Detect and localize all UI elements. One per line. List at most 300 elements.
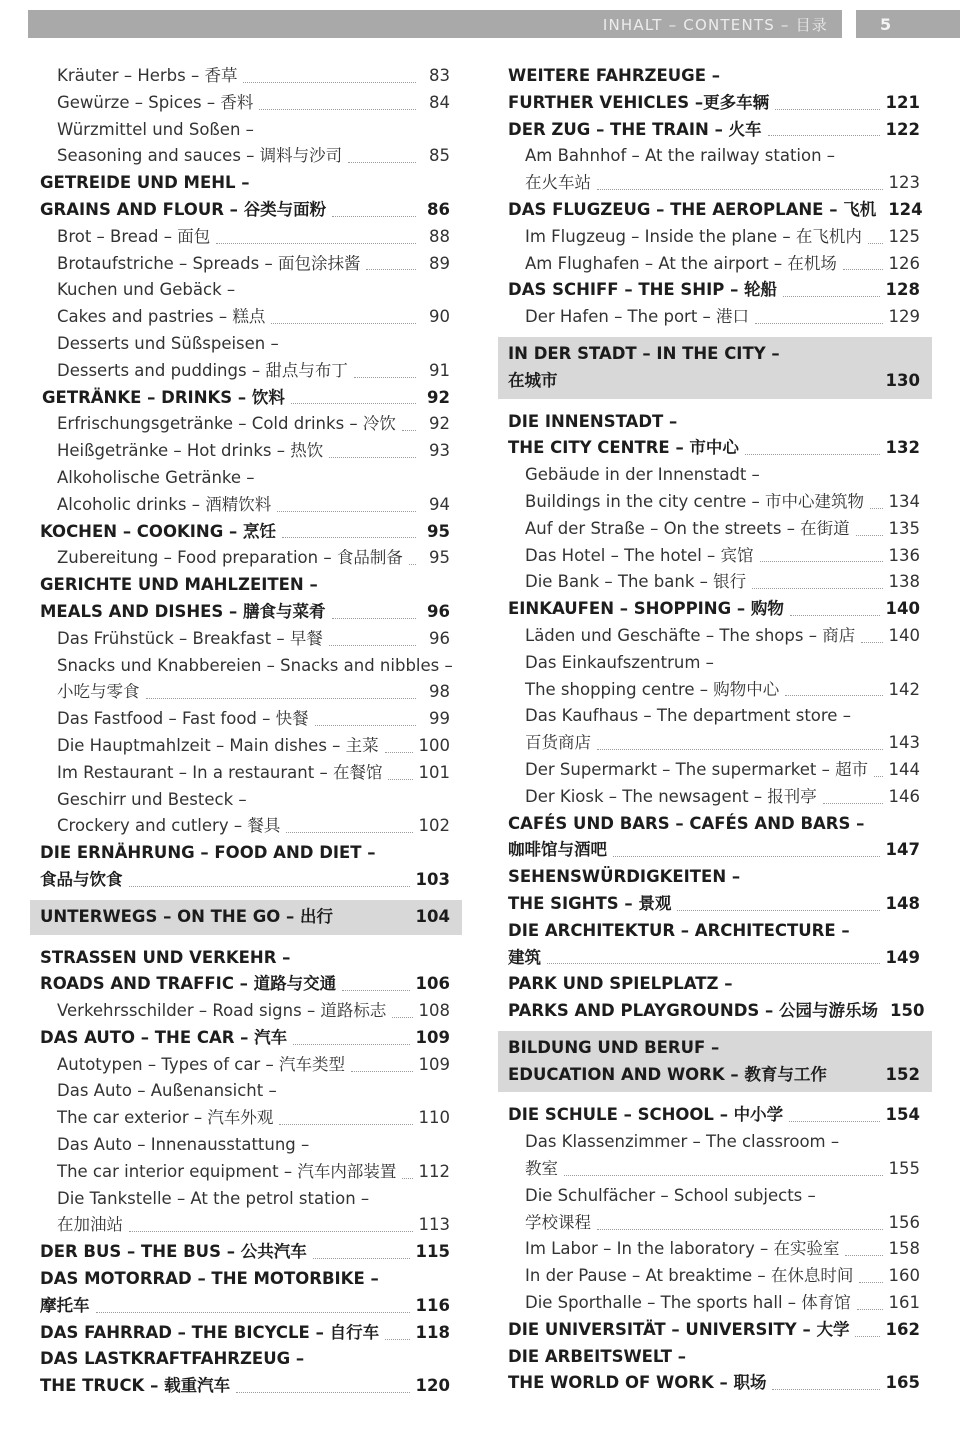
- dot-leader: [351, 1071, 413, 1072]
- toc-line: [40, 1266, 450, 1293]
- toc-line: [508, 757, 920, 784]
- toc-entry[interactable]: [508, 409, 920, 463]
- toc-subentry[interactable]: [508, 1290, 920, 1317]
- toc-line: [508, 197, 923, 224]
- dot-leader: [348, 162, 416, 163]
- toc-entry[interactable]: [508, 277, 920, 304]
- toc-line: [508, 435, 920, 462]
- dot-leader: [768, 135, 880, 136]
- toc-line: [40, 599, 450, 626]
- toc-left-column: [40, 63, 453, 1400]
- page-number-ref: 96: [429, 628, 450, 648]
- toc-line: [40, 1078, 450, 1105]
- toc-line: [40, 1293, 450, 1320]
- toc-title-text: Das Klassenzimmer – The classroom –: [525, 1132, 840, 1152]
- toc-line: [508, 1370, 920, 1397]
- dot-leader: [859, 1282, 882, 1283]
- toc-subentry[interactable]: [40, 63, 450, 90]
- page-number-ref: 84: [429, 92, 450, 112]
- section-band[interactable]: [498, 337, 932, 399]
- toc-line: [508, 784, 920, 811]
- toc-line: [40, 626, 450, 653]
- toc-title-text: Verkehrsschilder – Road signs – 道路标志: [57, 1001, 387, 1021]
- toc-title-text: Die Schulfächer – School subjects –: [525, 1185, 816, 1205]
- toc-title-text: DAS LASTKRAFTFAHRZEUG –: [40, 1349, 305, 1369]
- page-number-ref: 146: [888, 786, 920, 806]
- page-number-ref: 140: [885, 599, 920, 619]
- dot-leader: [402, 1178, 412, 1179]
- toc-entry[interactable]: [508, 63, 920, 117]
- toc-title-text: DAS FAHRRAD – THE BICYCLE – 自行车: [40, 1322, 380, 1342]
- toc-line: [508, 1236, 920, 1263]
- dot-leader: [845, 1255, 882, 1256]
- dot-leader: [243, 82, 416, 83]
- toc-line: [508, 143, 920, 170]
- toc-subentry[interactable]: [508, 143, 920, 197]
- page-number-ref: 143: [888, 733, 920, 753]
- toc-entry[interactable]: [508, 1317, 920, 1344]
- toc-line: [508, 1129, 920, 1156]
- toc-line: [40, 277, 450, 304]
- toc-subentry[interactable]: [40, 653, 453, 707]
- toc-line: [508, 1317, 920, 1344]
- toc-line: [40, 867, 450, 894]
- section-band[interactable]: [498, 1031, 932, 1093]
- toc-title-text: DIE ERNÄHRUNG – FOOD AND DIET –: [40, 843, 376, 863]
- toc-subentry[interactable]: [508, 1129, 920, 1183]
- toc-entry[interactable]: [508, 1102, 920, 1129]
- toc-subentry[interactable]: [40, 411, 450, 438]
- toc-title-text: DER BUS – THE BUS – 公共汽车: [40, 1242, 307, 1262]
- toc-line: [40, 904, 450, 931]
- dot-leader: [354, 377, 416, 378]
- toc-subentry[interactable]: [40, 760, 450, 787]
- toc-title-text: PARKS AND PLAYGROUNDS – 公园与游乐场: [508, 1001, 879, 1021]
- toc-line: [508, 1263, 920, 1290]
- page-number-ref: 91: [429, 360, 450, 380]
- toc-subentry[interactable]: [40, 224, 450, 251]
- page-number-ref: 142: [888, 679, 920, 699]
- page-number-ref: 135: [888, 518, 920, 538]
- toc-entry[interactable]: [40, 945, 450, 999]
- toc-subentry[interactable]: [508, 516, 920, 543]
- toc-line: [40, 1212, 450, 1239]
- toc-title-text: Das Einkaufszentrum –: [525, 652, 714, 672]
- toc-title-text: THE SIGHTS – 景观: [508, 893, 672, 913]
- toc-line: [40, 998, 450, 1025]
- toc-line: [508, 569, 920, 596]
- toc-subentry[interactable]: [508, 543, 920, 570]
- dot-leader: [783, 296, 879, 297]
- toc-line: [40, 545, 450, 572]
- page-number-ref: 126: [888, 253, 920, 273]
- toc-line: [508, 811, 920, 838]
- toc-line: [40, 438, 450, 465]
- dot-leader: [677, 910, 879, 911]
- dot-leader: [342, 990, 409, 991]
- toc-line: [508, 304, 920, 331]
- dot-leader: [870, 508, 883, 509]
- toc-title-text: Das Fastfood – Fast food – 快餐: [57, 709, 309, 729]
- dot-leader: [129, 1231, 413, 1232]
- page-number-ref: 130: [885, 370, 920, 390]
- toc-title-text: DIE SCHULE – SCHOOL – 中小学: [508, 1105, 784, 1125]
- page-number: 5: [880, 14, 892, 34]
- toc-line: [508, 409, 920, 436]
- toc-subentry[interactable]: [40, 545, 450, 572]
- page-number-ref: 149: [885, 947, 920, 967]
- toc-subentry[interactable]: [40, 1078, 450, 1132]
- page-number-ref: 101: [418, 762, 450, 782]
- page-number-ref: 112: [418, 1161, 450, 1181]
- page-number-ref: 134: [888, 491, 920, 511]
- toc-title-text: Das Auto – Außenansicht –: [57, 1081, 277, 1101]
- toc-subentry[interactable]: [40, 465, 450, 519]
- toc-subentry[interactable]: [508, 1236, 920, 1263]
- toc-title-text: CAFÉS UND BARS – CAFÉS AND BARS –: [508, 813, 865, 833]
- toc-line: [40, 706, 450, 733]
- toc-subentry[interactable]: [40, 90, 450, 117]
- toc-title-text: EINKAUFEN – SHOPPING – 购物: [508, 599, 784, 619]
- toc-entry[interactable]: [40, 170, 450, 224]
- toc-line: [508, 864, 920, 891]
- running-header-title: INHALT – CONTENTS – 目录: [602, 15, 828, 34]
- toc-title-text: Desserts und Süßspeisen –: [57, 333, 279, 353]
- toc-subentry[interactable]: [508, 304, 920, 331]
- dot-leader: [868, 243, 883, 244]
- dot-leader: [129, 886, 410, 887]
- toc-line: [40, 787, 450, 814]
- toc-subentry[interactable]: [508, 1263, 920, 1290]
- toc-title-text: Brot – Bread – 面包: [57, 226, 211, 246]
- toc-title-text: PARK UND SPIELPLATZ –: [508, 974, 733, 994]
- dot-leader: [271, 323, 416, 324]
- toc-line: [508, 341, 920, 368]
- toc-line: [508, 971, 920, 998]
- page-number-ref: 138: [888, 572, 920, 592]
- toc-line: [40, 1320, 450, 1347]
- page-number-ref: 92: [427, 387, 450, 407]
- toc-title-text: STRASSEN UND VERKEHR –: [40, 947, 291, 967]
- toc-line: [508, 117, 920, 144]
- toc-line: [508, 1344, 920, 1371]
- toc-title-text: BILDUNG UND BERUF –: [508, 1037, 720, 1057]
- toc-line: [40, 1025, 450, 1052]
- toc-subentry[interactable]: [40, 706, 450, 733]
- toc-line: [508, 489, 920, 516]
- toc-line: [508, 945, 920, 972]
- toc-subentry[interactable]: [508, 224, 920, 251]
- toc-title-text: Der Kiosk – The newsagent – 报刊亭: [525, 786, 817, 806]
- toc-title-text: Der Supermarkt – The supermarket – 超市: [525, 759, 869, 779]
- toc-line: [40, 411, 450, 438]
- toc-entry[interactable]: [508, 197, 923, 224]
- dot-leader: [775, 109, 879, 110]
- page-number-ref: 158: [888, 1239, 920, 1259]
- page-number-ref: 99: [429, 709, 450, 729]
- page-number-ref: 83: [429, 66, 450, 85]
- toc-title-text: 建筑: [508, 947, 541, 967]
- toc-line: [40, 519, 450, 546]
- toc-title-text: Crockery and cutlery – 餐具: [57, 816, 281, 836]
- toc-line: [508, 1156, 920, 1183]
- dot-leader: [332, 618, 416, 619]
- toc-title-text: The car exterior – 汽车外观: [57, 1108, 274, 1128]
- toc-title-text: GETRÄNKE – DRINKS – 饮料: [42, 387, 285, 407]
- toc-subentry[interactable]: [508, 569, 920, 596]
- page-number-ref: 150: [890, 1001, 925, 1021]
- toc-entry[interactable]: [40, 1346, 450, 1400]
- toc-entry[interactable]: [40, 1320, 450, 1347]
- dot-leader: [277, 511, 416, 512]
- toc-title-text: Im Labor – In the laboratory – 在实验室: [525, 1239, 840, 1259]
- dot-leader: [790, 615, 880, 616]
- toc-entry[interactable]: [508, 811, 920, 865]
- page-number-ref: 109: [415, 1027, 450, 1047]
- toc-subentry[interactable]: [508, 703, 920, 757]
- toc-title-text: 在城市: [508, 370, 558, 390]
- toc-title-text: Die Hauptmahlzeit – Main dishes – 主菜: [57, 735, 379, 755]
- toc-subentry[interactable]: [508, 1183, 920, 1237]
- toc-line: [40, 143, 450, 170]
- toc-line: [40, 197, 450, 224]
- dot-leader: [752, 588, 882, 589]
- toc-line: [508, 1290, 920, 1317]
- toc-title-text: Alcoholic drinks – 酒精饮料: [57, 494, 272, 514]
- toc-line: [40, 465, 450, 492]
- dot-leader: [236, 1392, 409, 1393]
- toc-title-text: 在加油站: [57, 1215, 123, 1235]
- toc-title-text: Das Kaufhaus – The department store –: [525, 706, 851, 726]
- page-number-ref: 103: [415, 869, 450, 889]
- toc-title-text: Seasoning and sauces – 调料与沙司: [57, 146, 343, 166]
- toc-line: [40, 760, 450, 787]
- toc-title-text: 学校课程: [525, 1212, 591, 1232]
- dot-leader: [409, 564, 416, 565]
- toc-entry[interactable]: [508, 971, 925, 1025]
- toc-subentry[interactable]: [40, 1132, 450, 1186]
- page-number-ref: 90: [429, 307, 450, 327]
- page-number-ref: 89: [429, 253, 450, 273]
- toc-line: [508, 1183, 920, 1210]
- toc-line: [508, 891, 920, 918]
- page-number-ref: 136: [888, 545, 920, 565]
- toc-title-text: Erfrischungsgetränke – Cold drinks – 冷饮: [57, 414, 396, 434]
- dot-leader: [146, 698, 417, 699]
- toc-line: [40, 971, 450, 998]
- toc-entry[interactable]: [508, 117, 920, 144]
- toc-title-text: Die Sporthalle – The sports hall – 体育馆: [525, 1293, 851, 1313]
- toc-title-text: GERICHTE UND MAHLZEITEN –: [40, 575, 318, 595]
- toc-line: [40, 1159, 450, 1186]
- dot-leader: [613, 856, 880, 857]
- toc-entry[interactable]: [40, 572, 450, 626]
- toc-line: [508, 650, 920, 677]
- toc-line: [508, 1062, 920, 1089]
- toc-title-text: MEALS AND DISHES – 膳食与菜肴: [40, 601, 326, 621]
- toc-entry[interactable]: [40, 1266, 450, 1320]
- toc-line: [40, 840, 450, 867]
- toc-title-text: Desserts and puddings – 甜点与布丁: [57, 360, 348, 380]
- page-number-ref: 106: [415, 974, 450, 994]
- dot-leader: [291, 403, 416, 404]
- toc-line: [508, 516, 920, 543]
- toc-line: [508, 1102, 920, 1129]
- toc-title-text: 教室: [525, 1159, 558, 1179]
- toc-title-text: Cakes and pastries – 糕点: [57, 307, 266, 327]
- dot-leader: [279, 1124, 412, 1125]
- toc-line: [40, 304, 450, 331]
- page-number-ref: 154: [885, 1105, 920, 1125]
- dot-leader: [755, 323, 882, 324]
- toc-subentry[interactable]: [508, 462, 920, 516]
- toc-title-text: Snacks und Knabbereien – Snacks and nibbles –: [57, 655, 453, 675]
- toc-line: [508, 677, 920, 704]
- page-number-ref: 144: [888, 759, 920, 779]
- toc-subentry[interactable]: [508, 650, 920, 704]
- toc-subentry[interactable]: [40, 998, 450, 1025]
- dot-leader: [760, 561, 883, 562]
- dot-leader: [385, 1339, 409, 1340]
- page-number-ref: 113: [418, 1215, 450, 1235]
- toc-title-text: DIE INNENSTADT –: [508, 411, 678, 431]
- page-number-ref: 125: [888, 226, 920, 246]
- toc-title-text: Würzmittel und Soßen –: [57, 119, 254, 139]
- page-number-ref: 86: [427, 199, 450, 219]
- toc-subentry[interactable]: [40, 1186, 450, 1240]
- dot-leader: [96, 1312, 410, 1313]
- page-number-ref: 118: [415, 1322, 450, 1342]
- dot-leader: [855, 1336, 879, 1337]
- toc-title-text: 小吃与零食: [57, 682, 140, 702]
- toc-subentry[interactable]: [40, 733, 450, 760]
- toc-entry[interactable]: [40, 385, 450, 412]
- toc-title-text: DER ZUG – THE TRAIN – 火车: [508, 119, 762, 139]
- toc-title-text: Zubereitung – Food preparation – 食品制备: [57, 548, 403, 568]
- toc-entry[interactable]: [40, 519, 450, 546]
- toc-subentry[interactable]: [508, 251, 920, 278]
- page-number-ref: 95: [429, 548, 450, 568]
- toc-line: [508, 596, 920, 623]
- toc-line: [508, 703, 920, 730]
- dot-leader: [388, 779, 412, 780]
- toc-title-text: Die Tankstelle – At the petrol station –: [57, 1188, 370, 1208]
- toc-title-text: The car interior equipment – 汽车内部装置: [57, 1161, 397, 1181]
- toc-entry[interactable]: [40, 1025, 450, 1052]
- page-number-ref: 102: [418, 816, 450, 836]
- toc-entry[interactable]: [40, 1239, 450, 1266]
- toc-title-text: FURTHER VEHICLES –更多车辆: [508, 92, 770, 112]
- page-number-ref: 140: [888, 625, 920, 645]
- toc-title-text: 摩托车: [40, 1295, 90, 1315]
- toc-title-text: Heißgetränke – Hot drinks – 热饮: [57, 441, 324, 461]
- toc-title-text: Die Bank – The bank – 银行: [525, 572, 747, 592]
- toc-title-text: WEITERE FAHRZEUGE –: [508, 66, 720, 85]
- toc-title-text: KOCHEN – COOKING – 烹饪: [40, 521, 276, 541]
- dot-leader: [785, 695, 882, 696]
- toc-line: [508, 543, 920, 570]
- toc-title-text: DIE ARCHITEKTUR – ARCHITECTURE –: [508, 920, 850, 940]
- toc-line: [40, 1052, 450, 1079]
- toc-entry[interactable]: [508, 596, 920, 623]
- toc-title-text: Autotypen – Types of car – 汽车类型: [57, 1054, 345, 1074]
- toc-entry[interactable]: [508, 864, 920, 918]
- toc-entry[interactable]: [508, 1344, 920, 1398]
- page-number-ref: 98: [429, 682, 450, 702]
- page-number-ref: 94: [429, 494, 450, 514]
- page-number-ref: 165: [885, 1373, 920, 1393]
- toc-line: [40, 1105, 450, 1132]
- section-band[interactable]: [30, 900, 462, 935]
- page-number-ref: 95: [427, 521, 450, 541]
- toc-title-text: THE TRUCK – 载重汽车: [40, 1376, 231, 1396]
- toc-line: [40, 251, 450, 278]
- page-number-box: [856, 10, 960, 38]
- toc-line: [40, 945, 450, 972]
- dot-leader: [329, 457, 416, 458]
- toc-line: [508, 368, 920, 395]
- toc-title-text: 在火车站: [525, 173, 591, 193]
- toc-subentry[interactable]: [40, 626, 450, 653]
- page-number-ref: 152: [885, 1064, 920, 1084]
- toc-subentry[interactable]: [40, 331, 450, 385]
- page-number-ref: 148: [885, 893, 920, 913]
- toc-title-text: 食品与饮食: [40, 869, 123, 889]
- toc-title-text: Gewürze – Spices – 香料: [57, 92, 254, 112]
- toc-entry[interactable]: [40, 840, 450, 894]
- toc-title-text: Am Flughafen – At the airport – 在机场: [525, 253, 837, 273]
- toc-line: [508, 63, 920, 90]
- page-number-ref: 92: [429, 414, 450, 434]
- toc-line: [508, 462, 920, 489]
- toc-title-text: EDUCATION AND WORK – 教育与工作: [508, 1064, 827, 1084]
- dot-leader: [597, 1229, 883, 1230]
- toc-title-text: Auf der Straße – On the streets – 在街道: [525, 518, 850, 538]
- page-number-ref: 115: [415, 1242, 450, 1262]
- toc-line: [40, 492, 450, 519]
- toc-entry[interactable]: [508, 918, 920, 972]
- toc-title-text: In der Pause – At breaktime – 在休息时间: [525, 1266, 854, 1286]
- toc-subentry[interactable]: [40, 277, 450, 331]
- running-header-bar: [28, 10, 842, 38]
- toc-subentry[interactable]: [40, 117, 450, 171]
- toc-subentry[interactable]: [40, 438, 450, 465]
- toc-subentry[interactable]: [40, 251, 450, 278]
- toc-title-text: Am Bahnhof – At the railway station –: [525, 146, 836, 166]
- toc-subentry[interactable]: [40, 787, 450, 841]
- toc-subentry[interactable]: [508, 757, 920, 784]
- dot-leader: [597, 189, 883, 190]
- toc-line: [40, 358, 450, 385]
- toc-line: [40, 813, 450, 840]
- toc-subentry[interactable]: [40, 1052, 450, 1079]
- toc-title-text: Das Auto – Innenausstattung –: [57, 1135, 310, 1155]
- toc-title-text: THE WORLD OF WORK – 职场: [508, 1373, 767, 1393]
- toc-title-text: Kuchen und Gebäck –: [57, 280, 236, 300]
- page-number-ref: 129: [888, 307, 920, 327]
- toc-line: [508, 251, 920, 278]
- toc-line: [40, 1132, 450, 1159]
- dot-leader: [823, 803, 883, 804]
- toc-title-text: SEHENSWÜRDIGKEITEN –: [508, 867, 741, 887]
- toc-subentry[interactable]: [508, 623, 920, 650]
- page-number-ref: 128: [885, 280, 920, 300]
- toc-line: [40, 90, 450, 117]
- dot-leader: [329, 645, 416, 646]
- dot-leader: [745, 454, 880, 455]
- page-number-ref: 88: [429, 226, 450, 246]
- toc-subentry[interactable]: [508, 784, 920, 811]
